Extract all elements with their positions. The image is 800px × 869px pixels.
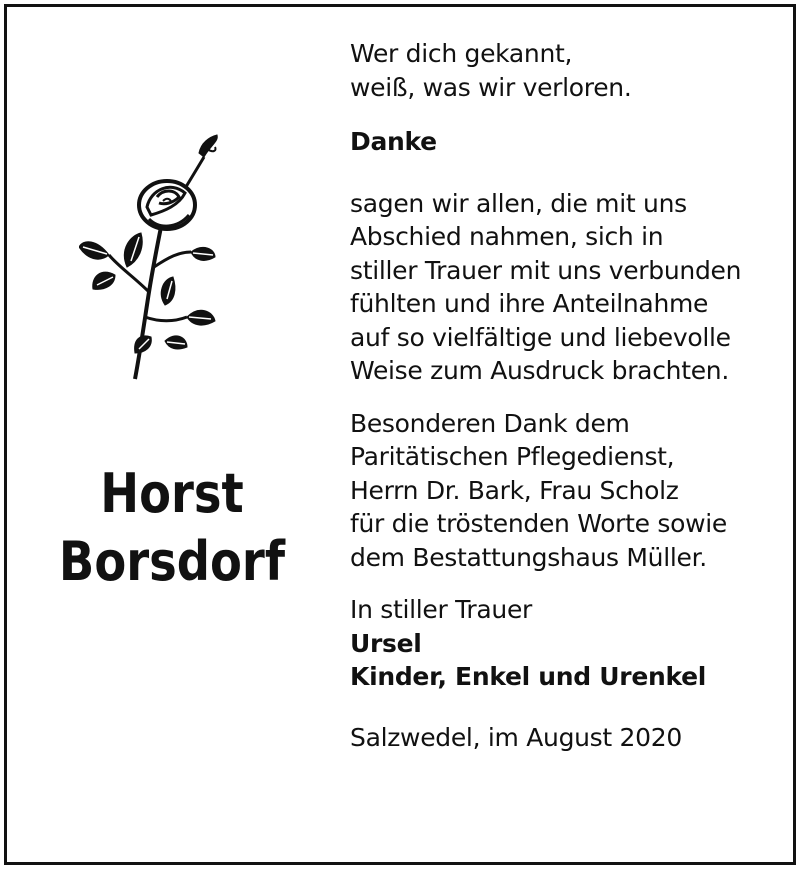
motto-line: Wer dich gekannt, (350, 39, 573, 68)
special-thanks-line: für die tröstenden Worte sowie (350, 509, 727, 538)
deceased-first-name: Horst (100, 462, 244, 525)
signoff-family: Kinder, Enkel und Urenkel (350, 662, 707, 691)
thanks-heading: Danke (350, 127, 437, 156)
motto-line: weiß, was wir verloren. (350, 72, 632, 102)
special-thanks-line: Herrn Dr. Bark, Frau Scholz (350, 475, 679, 505)
signoff-intro: In stiller Trauer (350, 595, 533, 624)
thanks-line: sagen wir allen, die mit uns (350, 188, 687, 218)
thanks-line: Abschied nahmen, sich in (350, 222, 664, 251)
right-column (350, 37, 780, 754)
special-thanks-line: dem Bestattungshaus Müller. (350, 542, 707, 572)
left-column (7, 7, 337, 862)
rose-icon (79, 127, 219, 387)
signoff (350, 593, 780, 694)
deceased-last-name: Borsdorf (58, 530, 286, 593)
thanks-line: Weise zum Ausdruck brachten. (350, 356, 729, 385)
thanks-line: auf so vielfältige und liebevolle (350, 322, 731, 352)
thanks-text (350, 187, 780, 388)
motto (350, 37, 780, 104)
obituary-frame (4, 4, 796, 865)
signoff-name: Ursel (350, 628, 422, 658)
special-thanks-line: Paritätischen Pflegedienst, (350, 442, 675, 471)
place-date: Salzwedel, im August 2020 (350, 722, 682, 752)
special-thanks-line: Besonderen Dank dem (350, 408, 630, 438)
thanks-line: fühlten und ihre Anteilnahme (350, 289, 709, 318)
special-thanks (350, 407, 780, 575)
thanks-line: stiller Trauer mit uns verbunden (350, 255, 742, 285)
